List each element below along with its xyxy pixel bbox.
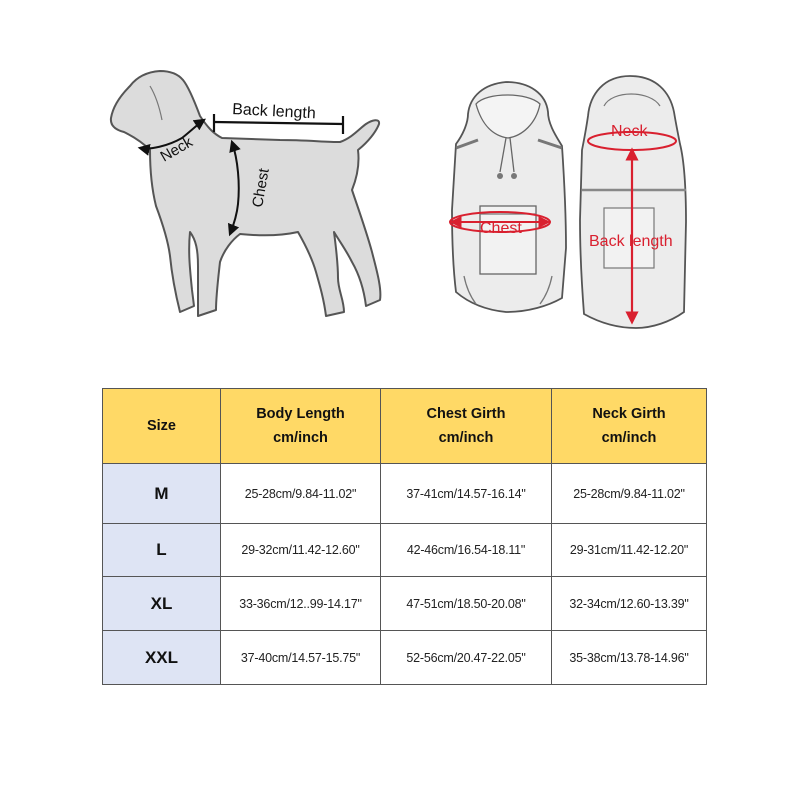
size-cell: M	[103, 464, 221, 524]
table-header-row	[103, 389, 707, 464]
size-cell: L	[103, 524, 221, 577]
header-size: Size	[103, 389, 221, 464]
raincoat-front-diagram	[450, 82, 566, 312]
body-length-cell: 25-28cm/9.84-11.02"	[221, 464, 381, 524]
chest-girth-cell: 52-56cm/20.47-22.05"	[381, 631, 552, 685]
header-body-length: Body Length cm/inch	[221, 389, 381, 464]
header-chest-girth: Chest Girth cm/inch	[381, 389, 552, 464]
chest-girth-cell: 47-51cm/18.50-20.08"	[381, 577, 552, 631]
dog-neck-label: Neck	[157, 133, 196, 166]
body-length-cell: 29-32cm/11.42-12.60"	[221, 524, 381, 577]
body-length-cell: 37-40cm/14.57-15.75"	[221, 631, 381, 685]
dog-back-length-label: Back length	[231, 101, 317, 123]
neck-girth-cell: 32-34cm/12.60-13.39"	[552, 577, 707, 631]
table-row	[103, 464, 707, 524]
table-row	[103, 631, 707, 685]
size-cell: XXL	[103, 631, 221, 685]
measurement-illustrations	[0, 0, 800, 380]
neck-girth-cell: 25-28cm/9.84-11.02"	[552, 464, 707, 524]
chest-girth-cell: 42-46cm/16.54-18.11"	[381, 524, 552, 577]
coat-neck-label: Neck	[611, 123, 648, 140]
table-row	[103, 577, 707, 631]
dog-chest-label: Chest	[249, 167, 273, 209]
coat-back-length-label: Back length	[589, 233, 673, 250]
neck-girth-cell: 29-31cm/11.42-12.20"	[552, 524, 707, 577]
header-neck-girth: Neck Girth cm/inch	[552, 389, 707, 464]
neck-girth-cell: 35-38cm/13.78-14.96"	[552, 631, 707, 685]
chest-girth-cell: 37-41cm/14.57-16.14"	[381, 464, 552, 524]
size-chart-table	[102, 388, 707, 685]
size-cell: XL	[103, 577, 221, 631]
table-row	[103, 524, 707, 577]
raincoat-back-diagram	[580, 76, 686, 328]
dog-diagram	[111, 71, 381, 316]
body-length-cell: 33-36cm/12..99-14.17"	[221, 577, 381, 631]
coat-chest-label: Chest	[480, 220, 522, 237]
